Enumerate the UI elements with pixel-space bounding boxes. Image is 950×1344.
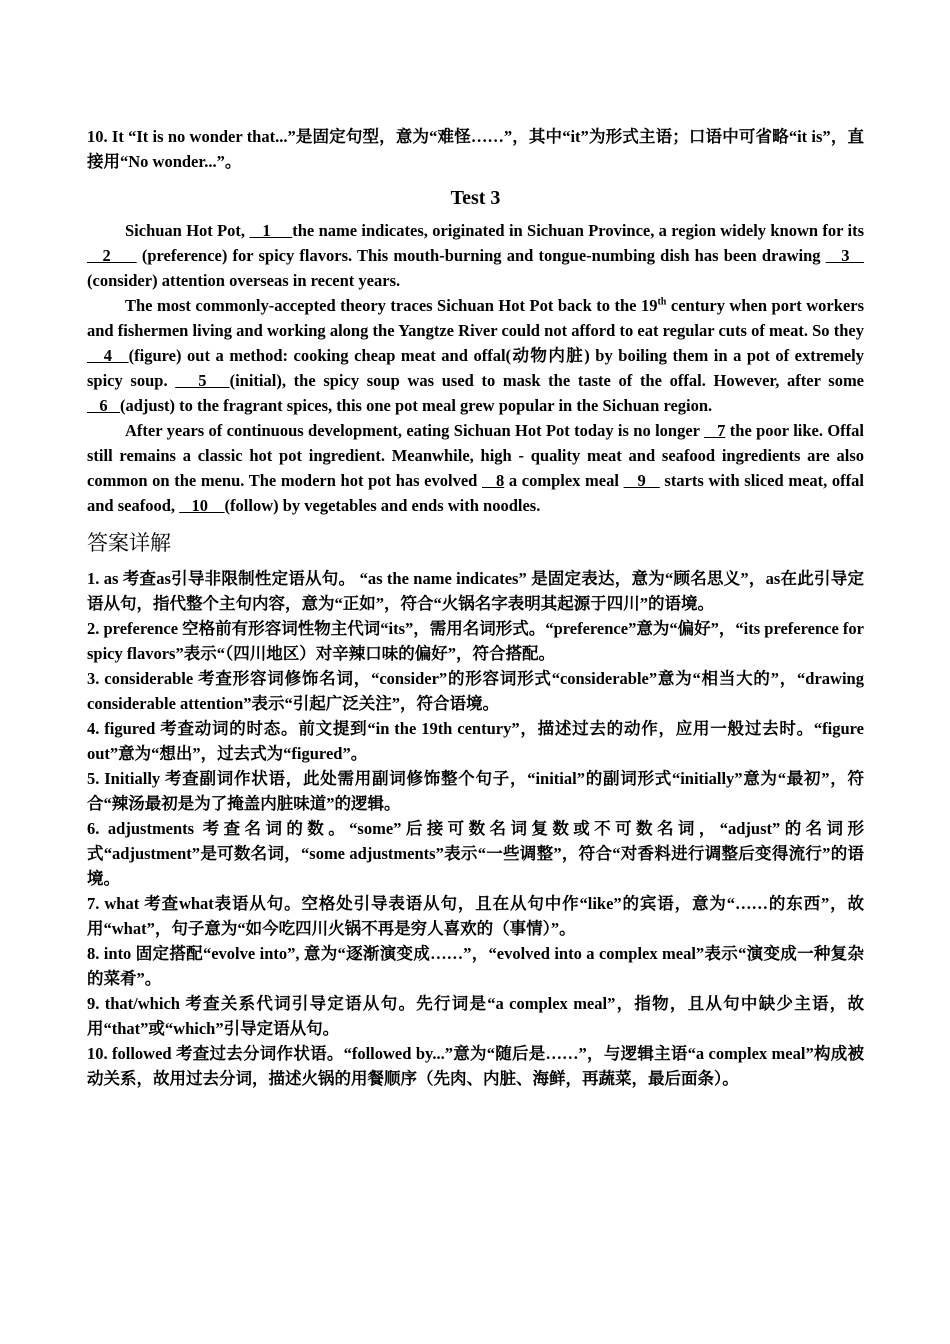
blank-3: 3 <box>825 246 864 265</box>
answer-list <box>87 566 864 1091</box>
passage-text: (preference) for spicy flavors. This mouth-burning and tongue-numbing dish has been drawing <box>136 246 826 265</box>
answer-item-4: 4. figured 考查动词的时态。前文提到“in the 19th century”，描述过去的动作，应用一般过去时。“figure out”意为“想出”，过去式为“figured”。 <box>87 719 864 763</box>
blank-4: 4 <box>87 346 129 365</box>
answer-item-9: 9. that/which 考查关系代词引导定语从句。先行词是“a complex meal”，指物，且从句中缺少主语，故用“that”或“which”引导定语从句。 <box>87 994 864 1038</box>
passage-text: The most commonly-accepted theory traces Sichuan Hot Pot back to the 19 <box>125 296 658 315</box>
answer-item-10: 10. followed 考查过去分词作状语。“followed by...”意为“随后是……”，与逻辑主语“a complex meal”构成被动关系，故用过去分词，描述火锅的用餐顺序（先肉、内脏、海鲜，再蔬菜，最后面条）。 <box>87 1044 864 1088</box>
answer-item-6: 6. adjustments 考查名词的数。“some”后接可数名词复数或不可数名词，“adjust”的名词形式“adjustment”是可数名词，“some adjustments”表示“一些调整”，符合“对香料进行调整后变得流行”的语境。 <box>87 819 864 888</box>
passage-text: century when port workers and fishermen living and working along the Yangtze River could not afford to eat regular cuts of meat. So they <box>87 296 864 340</box>
passage-paragraph-1 <box>87 218 864 293</box>
passage-text: the poor like. Offal still remains a classic hot pot ingredient. Meanwhile, high - quality meat and seafood ingredients are also common on the menu. The modern hot pot has evolved <box>87 421 865 490</box>
passage-text: (follow) by vegetables and ends with noodles. <box>224 496 541 515</box>
answer-item-1: 1. as 考查as引导非限制性定语从句。 “as the name indicates” 是固定表达，意为“顾名思义”，as在此引导定语从句，指代整个主句内容，意为“正如”，符合“火锅名字表明其起源于四川”的语境。 <box>87 569 864 613</box>
answer-item-2: 2. preference 空格前有形容词性物主代词“its”，需用名词形式。“preference”意为“偏好”，“its preference for spicy flavors”表示“（四川地区）对辛辣口味的偏好”，符合搭配。 <box>87 619 864 663</box>
blank-5: 5 <box>175 371 230 390</box>
answer-item-7: 7. what 考查what表语从句。空格处引导表语从句，且在从句中作“like”的宾语，意为“……的东西”，故用“what”，句子意为“如今吃四川火锅不再是穷人喜欢的（事情）”。 <box>87 894 864 938</box>
passage-text: a complex meal <box>504 471 624 490</box>
passage-paragraph-2 <box>87 293 864 418</box>
superscript-th: th <box>657 296 667 308</box>
previous-answer-note: 10. It “It is no wonder that...”是固定句型，意为“难怪……”，其中“it”为形式主语；口语中可省略“it is”，直接用“No wonder...”。 <box>87 127 864 171</box>
answer-item-3: 3. considerable 考查形容词修饰名词，“consider”的形容词形式“considerable”意为“相当大的”，“drawing considerable attention”表示“引起广泛关注”，符合语境。 <box>87 669 864 713</box>
blank-9: 9 <box>623 471 660 490</box>
passage-text: (adjust) to the fragrant spices, this one pot meal grew popular in the Sichuan region. <box>120 396 713 415</box>
passage-text: Sichuan Hot Pot, <box>125 221 250 240</box>
blank-8: 8 <box>482 471 505 490</box>
document-content <box>87 124 864 1091</box>
passage-text: After years of continuous development, eating Sichuan Hot Pot today is no longer <box>125 421 705 440</box>
passage-paragraph-3 <box>87 418 864 518</box>
passage-text: (consider) attention overseas in recent years. <box>87 271 401 290</box>
answer-item-5: 5. Initially 考查副词作状语，此处需用副词修饰整个句子，“initial”的副词形式“initially”意为“最初”，符合“辣汤最初是为了掩盖内脏味道”的逻辑。 <box>87 769 864 813</box>
blank-10: 10 <box>179 496 225 515</box>
blank-2: 2 <box>87 246 137 265</box>
blank-1: 1 <box>249 221 293 240</box>
passage-text: (figure) out a method: cooking cheap meat and offal(动物内脏) by boiling them in a pot of extremely spicy soup. <box>87 346 864 390</box>
blank-7: 7 <box>704 421 726 440</box>
answer-item-8: 8. into 固定搭配“evolve into”, 意为“逐渐演变成……”，“evolved into a complex meal”表示“演变成一种复杂的菜肴”。 <box>87 944 864 988</box>
answers-heading: 答案详解 <box>87 531 171 555</box>
blank-6: 6 <box>87 396 120 415</box>
passage-text: (initial), the spicy soup was used to mask the taste of the offal. However, after some <box>229 371 865 390</box>
passage-text: the name indicates, originated in Sichuan Province, a region widely known for its <box>292 221 864 240</box>
test-title: Test 3 <box>450 187 501 209</box>
passage-text: starts with sliced meat, offal and seafood, <box>87 471 864 515</box>
